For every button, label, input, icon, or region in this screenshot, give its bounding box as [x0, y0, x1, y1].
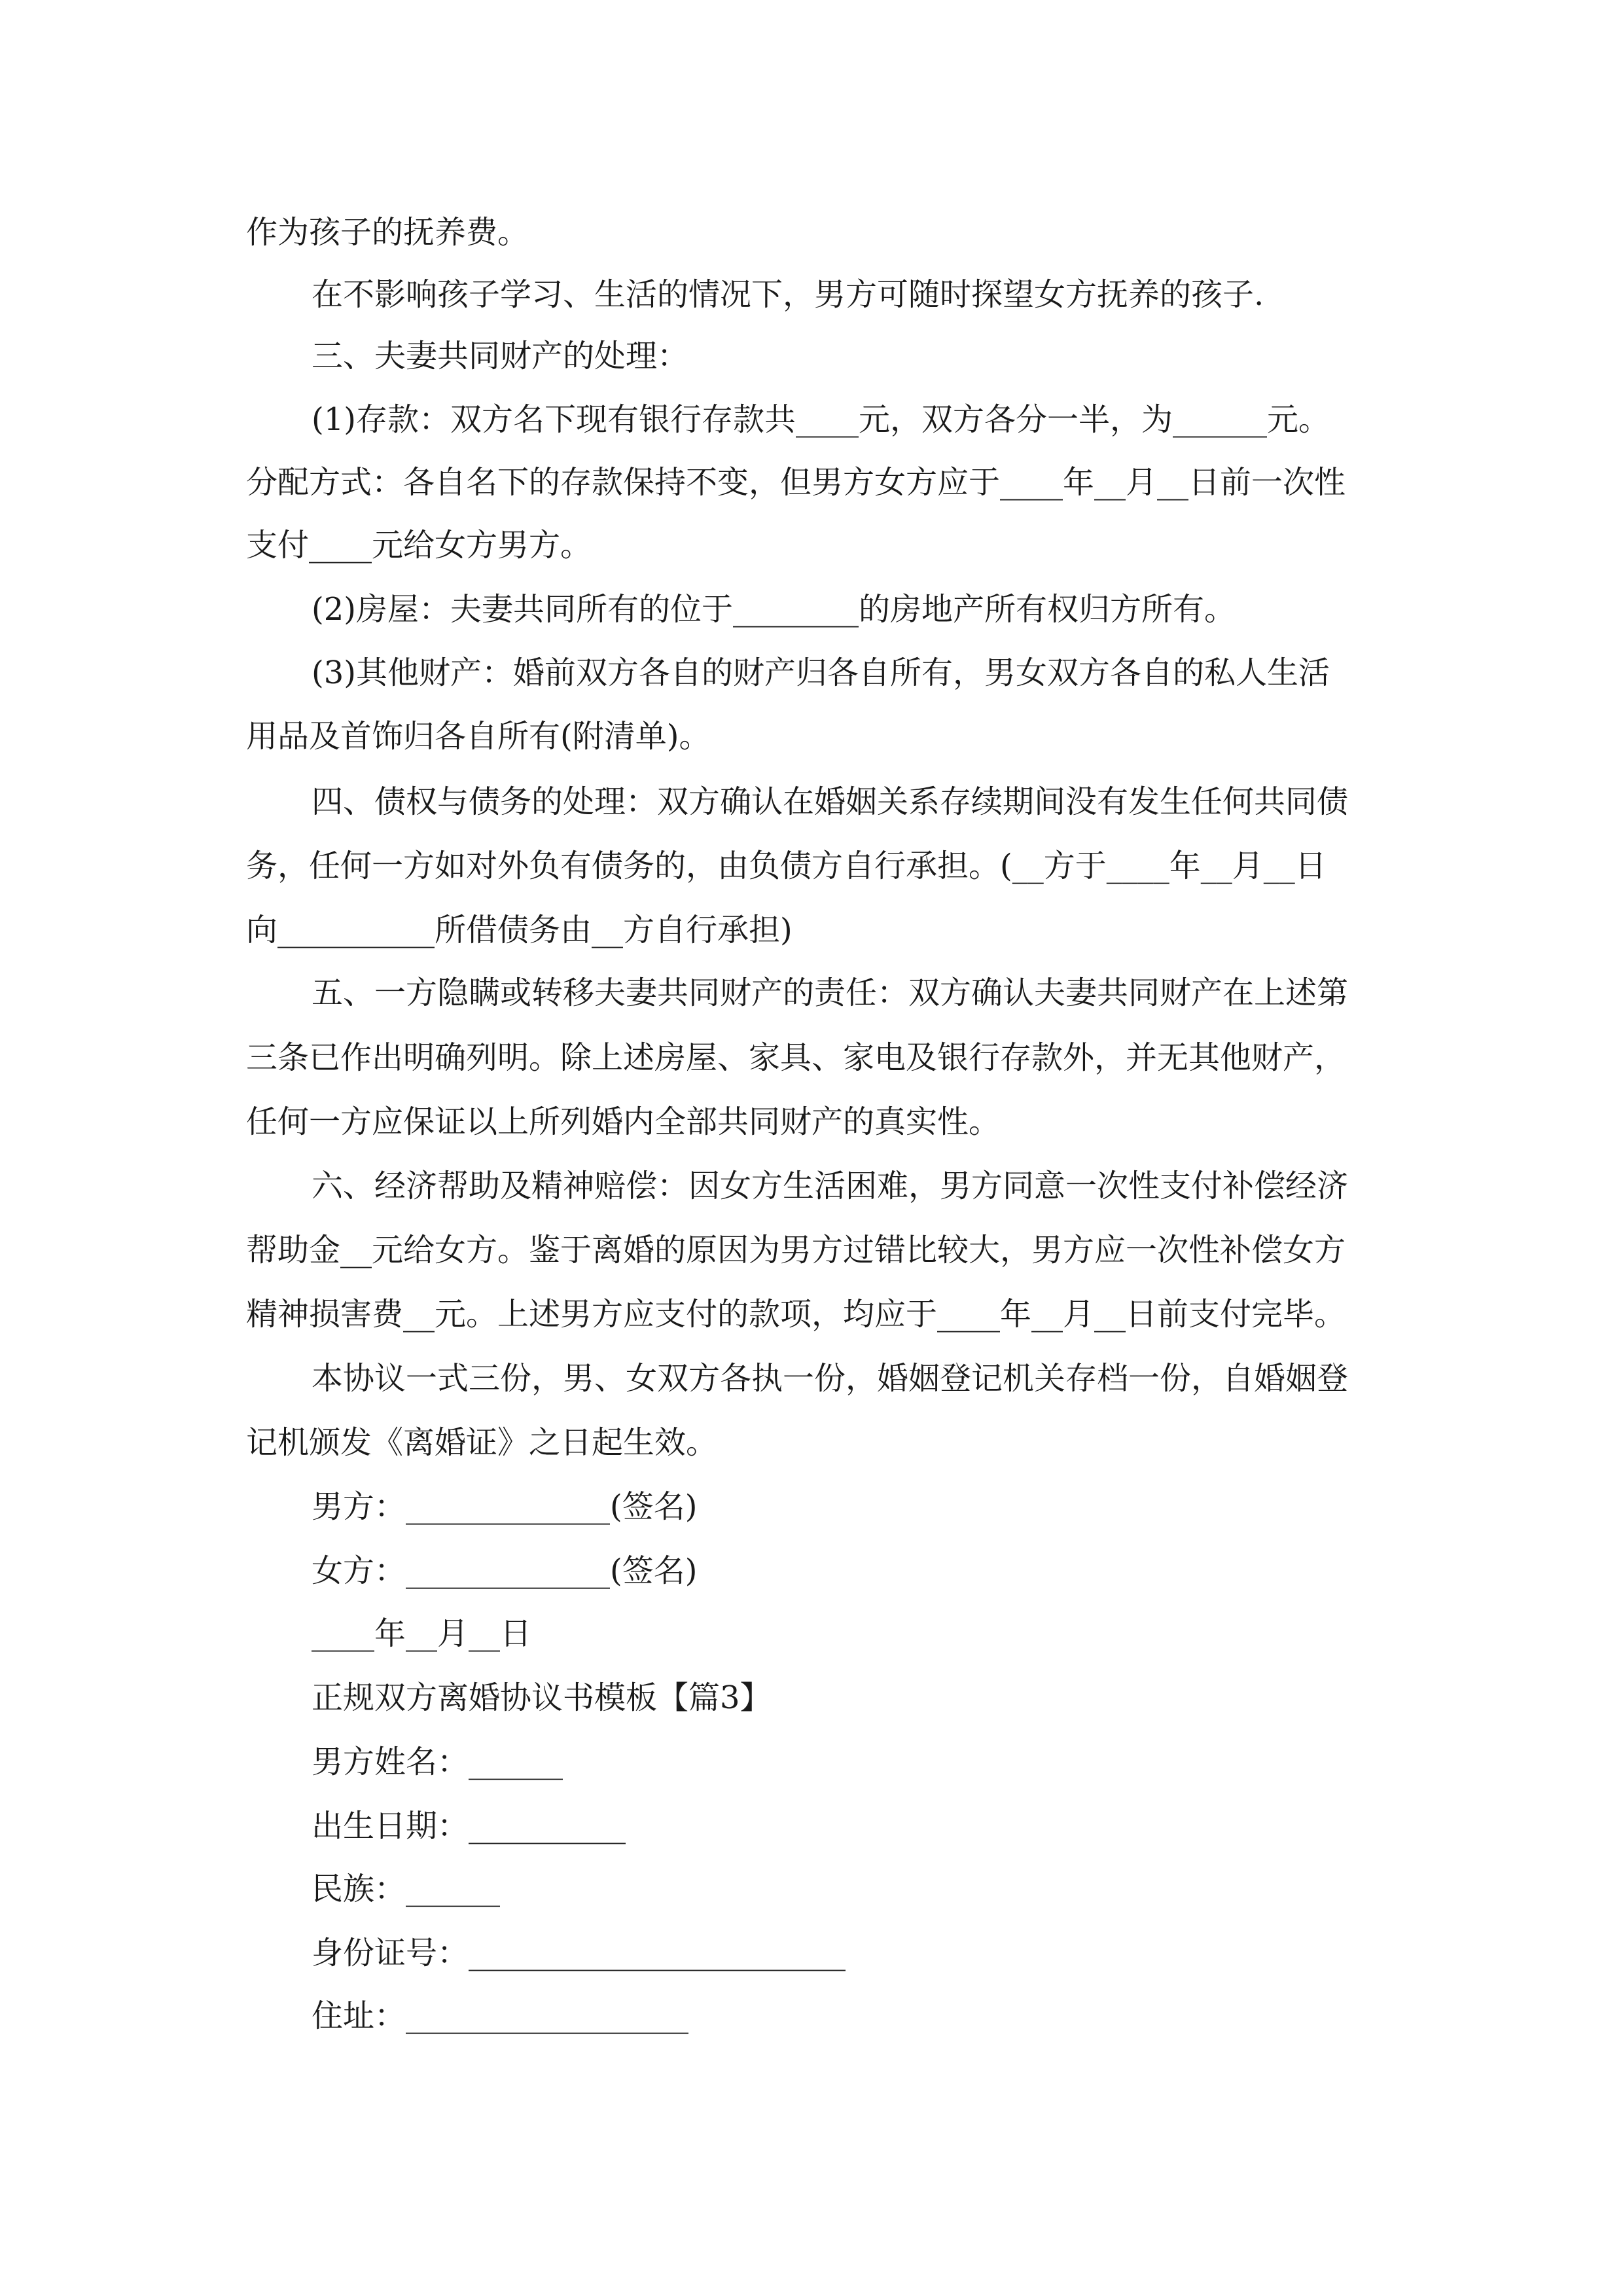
- text-line: 用品及首饰归各自所有(附清单)。: [246, 718, 711, 755]
- text-line: 三条已作出明确列明。除上述房屋、家具、家电及银行存款外，并无其他财产，: [246, 1039, 1346, 1076]
- text-line: 向__________所借债务由__方自行承担): [246, 912, 793, 948]
- text-line: 任何一方应保证以上所列婚内全部共同财产的真实性。: [246, 1103, 1001, 1140]
- field-id-number: 身份证号：________________________: [312, 1935, 846, 1971]
- field-birth-date: 出生日期：__________: [312, 1808, 626, 1844]
- text-line: 四、债权与债务的处理：双方确认在婚姻关系存续期间没有发生任何共同债: [312, 783, 1349, 820]
- section-title: 正规双方离婚协议书模板【篇3】: [312, 1679, 772, 1716]
- field-ethnicity: 民族：______: [312, 1871, 501, 1907]
- text-line: (2)房屋：夫妻共同所有的位于________的房地产所有权归方所有。: [312, 591, 1236, 628]
- text-line: 记机颁发《离婚证》之日起生效。: [246, 1424, 718, 1461]
- text-line: 帮助金__元给女方。鉴于离婚的原因为男方过错比较大，男方应一次性补偿女方: [246, 1232, 1346, 1268]
- text-line: 本协议一式三份，男、女双方各执一份，婚姻登记机关存档一份，自婚姻登: [312, 1360, 1349, 1397]
- text-line: (1)存款：双方名下现有银行存款共____元，双方各分一半，为______元。: [312, 401, 1330, 438]
- text-line: 六、经济帮助及精神赔偿：因女方生活困难，男方同意一次性支付补偿经济: [312, 1168, 1349, 1204]
- text-line: 作为孩子的抚养费。: [246, 214, 529, 251]
- text-line: 三、夫妻共同财产的处理：: [312, 338, 689, 374]
- text-line: (3)其他财产：婚前双方各自的财产归各自所有，男女双方各自的私人生活: [312, 655, 1330, 691]
- text-line: 精神损害费__元。上述男方应支付的款项，均应于____年__月__日前支付完毕。: [246, 1296, 1346, 1333]
- text-line: 支付____元给女方男方。: [246, 527, 592, 564]
- date-line: ____年__月__日: [312, 1615, 532, 1652]
- text-line: 在不影响孩子学习、生活的情况下，男方可随时探望女方抚养的孩子.: [312, 276, 1264, 313]
- text-line: 分配方式：各自名下的存款保持不变，但男方女方应于____年__月__日前一次性: [246, 464, 1346, 501]
- signature-line-female: 女方：_____________(签名): [312, 1552, 698, 1589]
- field-address: 住址：__________________: [312, 1998, 689, 2034]
- signature-line-male: 男方：_____________(签名): [312, 1488, 698, 1525]
- field-male-name: 男方姓名：______: [312, 1744, 563, 1780]
- text-line: 务，任何一方如对外负有债务的，由负债方自行承担。(__方于____年__月__日: [246, 848, 1327, 884]
- text-line: 五、一方隐瞒或转移夫妻共同财产的责任：双方确认夫妻共同财产在上述第: [312, 975, 1349, 1011]
